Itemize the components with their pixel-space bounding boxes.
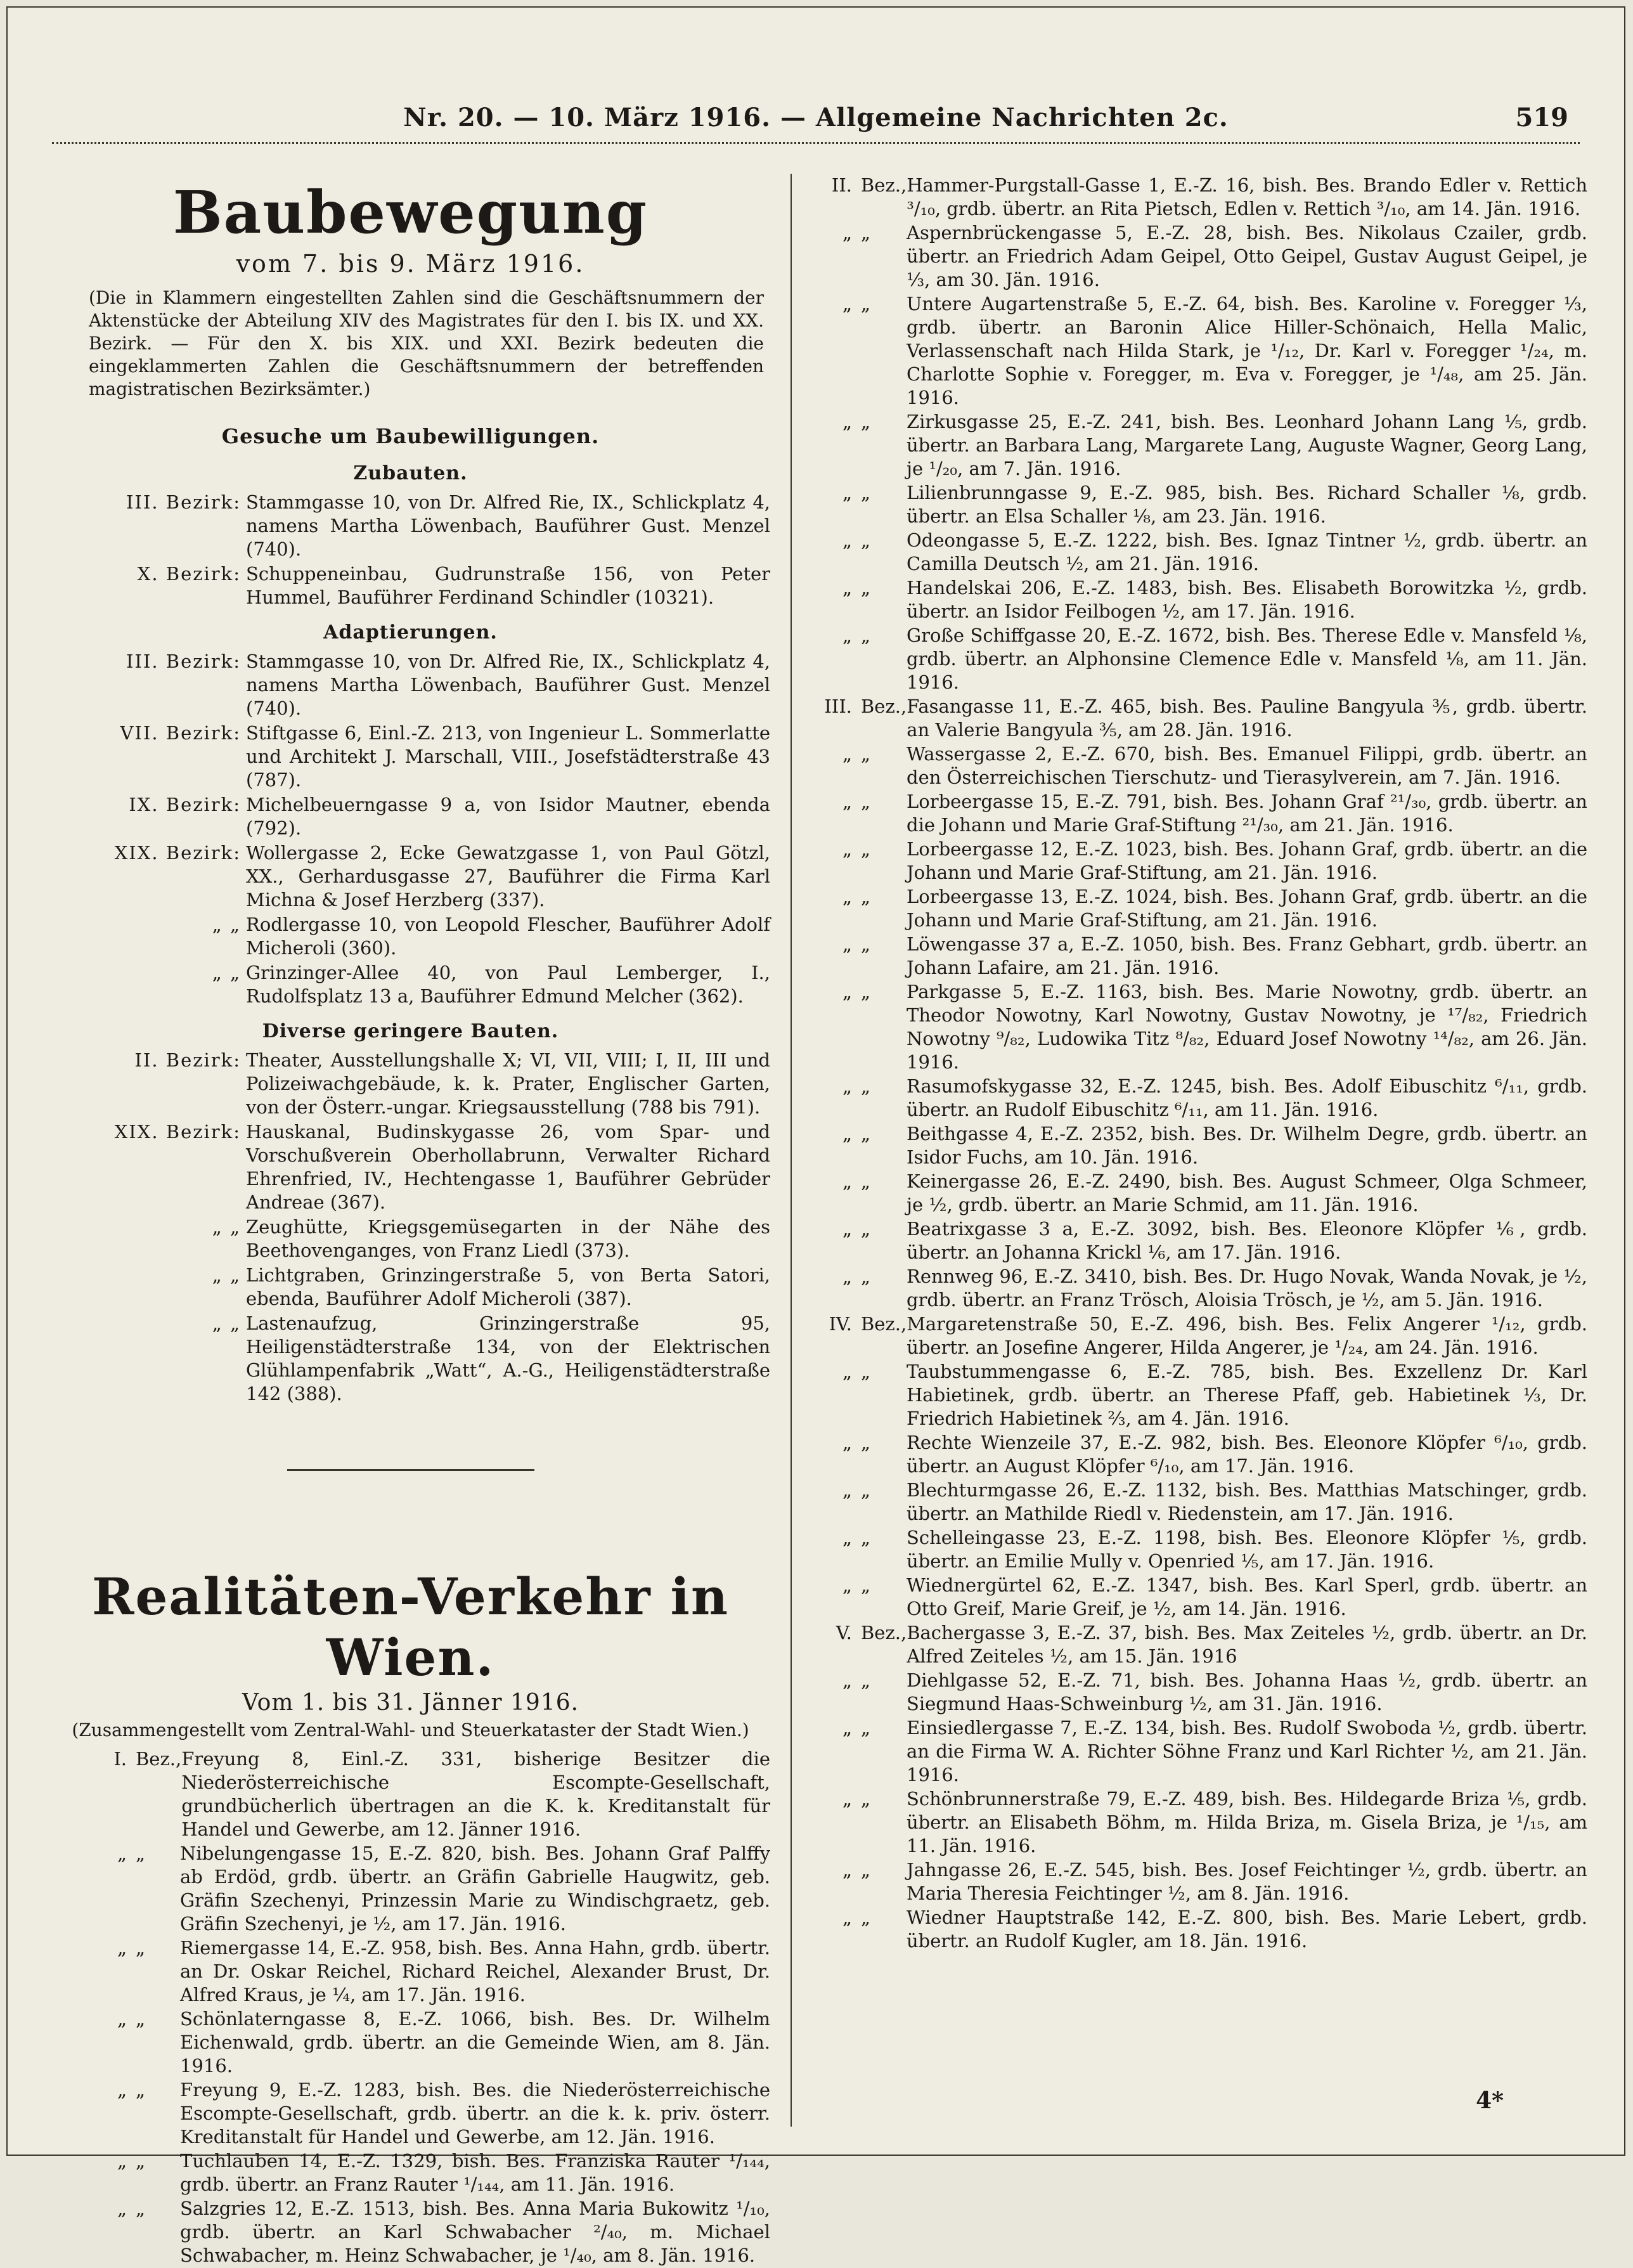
- property-entry: [808, 529, 1587, 576]
- district-label: VII. Bezirk:: [120, 722, 241, 744]
- district-abbrev: „: [136, 2150, 146, 2172]
- entry-text: Wiedner Hauptstraße 142, E.-Z. 800, bish. Bes. Marie Lebert, grdb. übertr. an Rudolf Kugler, am 18. Jän. 1916.: [907, 1907, 1587, 1952]
- property-entry: [808, 838, 1587, 885]
- property-entry: [808, 1858, 1587, 1905]
- property-entry: [808, 1479, 1587, 1526]
- district-label: III. Bezirk:: [126, 491, 241, 513]
- entry-text: Blechturmgasse 26, E.-Z. 1132, bish. Bes. Matthias Matschinger, grdb. übertr. an Mathilde Riedl v. Riedenstein, am 17. Jän. 1916.: [907, 1479, 1587, 1524]
- bau-entry: [51, 650, 770, 720]
- bau-entry: [51, 913, 770, 960]
- realitaeten-left-list: [51, 1747, 770, 2267]
- district-number: „: [842, 1218, 852, 1240]
- entry-text: Parkgasse 5, E.-Z. 1163, bish. Bes. Marie Nowotny, grdb. übertr. an Theodor Nowotny, Karl Nowotny, Gustav Nowotny, je ¹⁷/₈₂, Friedrich Nowotny ⁹/₈₂, Ludowika Titz ⁸/₈₂, Eduard Josef Nowotny ¹⁴/₈₂, am 26. Jän. 1916.: [907, 981, 1587, 1073]
- entry-text: Lastenaufzug, Grinzingerstraße 95, Heiligenstädterstraße 134, von der Elektrischen Glühlampenfabrik „Watt“, A.-G., Heiligenstädterstraße 142 (388).: [246, 1312, 770, 1404]
- district-number: „: [117, 1843, 127, 1864]
- header-rule: [52, 142, 1580, 144]
- bau-entry: [51, 1049, 770, 1119]
- district-abbrev: „: [861, 1361, 871, 1382]
- district-number: „: [842, 1907, 852, 1928]
- district-number: „: [842, 1788, 852, 1810]
- entry-text: Handelskai 206, E.-Z. 1483, bish. Bes. Elisabeth Borowitzka ½, grdb. übertr. an Isidor Feilbogen ½, am 17. Jän. 1916.: [907, 577, 1587, 622]
- district-abbrev: „: [861, 791, 871, 812]
- district-abbrev: „: [861, 1574, 871, 1596]
- district-number: „: [842, 1717, 852, 1739]
- entry-text: Einsiedlergasse 7, E.-Z. 134, bish. Bes. Rudolf Swoboda ½, grdb. übertr. an die Firma W. A. Richter Söhne Franz und Karl Richter ½, am 21. Jän. 1916.: [907, 1717, 1587, 1785]
- entry-text: Stiftgasse 6, Einl.-Z. 213, von Ingenieur L. Sommerlatte und Architekt J. Marschall, VIII., Josefstädterstraße 43 (787).: [246, 722, 770, 791]
- bau-entry: [51, 562, 770, 609]
- page-number: 519: [1515, 103, 1568, 133]
- section-divider: [287, 1469, 534, 1471]
- district-number: „: [842, 1479, 852, 1501]
- district-abbrev: „: [861, 1717, 871, 1739]
- entry-text: Lilienbrunngasse 9, E.-Z. 985, bish. Bes. Richard Schaller ⅛, grdb. übertr. an Elsa Schaller ⅛, am 23. Jän. 1916.: [907, 482, 1587, 527]
- entry-text: Aspernbrückengasse 5, E.-Z. 28, bish. Bes. Nikolaus Czailer, grdb. übertr. an Friedrich Adam Geipel, Otto Geipel, Gustav August Geipel, je ⅓, am 30. Jän. 1916.: [907, 222, 1587, 290]
- entry-text: Schönbrunnerstraße 79, E.-Z. 489, bish. Bes. Hildegarde Briza ⅕, grdb. übertr. an Elisabeth Böhm, m. Hilda Briza, m. Gisela Briza, je ¹/₁₅, am 11. Jän. 1916.: [907, 1788, 1587, 1857]
- district-abbrev: „: [136, 2008, 146, 2030]
- district-number: „: [117, 2079, 127, 2101]
- district-abbrev: „: [136, 1937, 146, 1959]
- district-abbrev: „: [861, 411, 871, 432]
- entry-text: Freyung 9, E.-Z. 1283, bish. Bes. die Niederösterreichische Escompte-Gesellschaft, grdb. übertr. an die k. k. priv. österr. Kreditanstalt für Handel und Gewerbe, am 12. Jän. 1916.: [180, 2079, 770, 2148]
- district-abbrev: „: [861, 625, 871, 646]
- entry-text: Hauskanal, Budinskygasse 26, vom Spar- und Vorschußverein Oberhollabrunn, Verwalter Richard Ehrenfried, IV., Hechtengasse 1, Bauführer Gebrüder Andreae (367).: [246, 1121, 770, 1213]
- property-entry: [51, 2197, 770, 2267]
- district-number: „: [842, 886, 852, 907]
- realitaeten-note: (Zusammengestellt vom Zentral-Wahl- und Steuerkataster der Stadt Wien.): [72, 1720, 749, 1740]
- property-entry: [808, 885, 1587, 932]
- property-entry: [808, 221, 1587, 292]
- diverse-heading: Diverse geringere Bauten.: [262, 1020, 559, 1042]
- district-number: „: [842, 1075, 852, 1097]
- district-number: „: [842, 625, 852, 646]
- district-number: „: [842, 791, 852, 812]
- entry-text: Lorbeergasse 12, E.-Z. 1023, bish. Bes. Johann Graf, grdb. übertr. an die Johann und Marie Graf-Stiftung, am 21. Jän. 1916.: [907, 838, 1587, 883]
- property-entry: [808, 695, 1587, 742]
- district-abbrev: „: [861, 1669, 871, 1691]
- district-abbrev: „: [861, 1170, 871, 1192]
- property-entry: [51, 1747, 770, 1841]
- entry-text: Theater, Ausstellungshalle X; VI, VII, VIII; I, II, III und Polizeiwachgebäude, k. k. Prater, Englischer Garten, von der Österr.-ungar. Kriegsausstellung (788 bis 791).: [246, 1049, 770, 1118]
- district-abbrev: „: [861, 933, 871, 955]
- entry-text: Bachergasse 3, E.-Z. 37, bish. Bes. Max Zeiteles ½, grdb. übertr. an Dr. Alfred Zeiteles ½, am 15. Jän. 1916: [907, 1622, 1587, 1667]
- right-column: [808, 174, 1587, 1954]
- entry-text: Zirkusgasse 25, E.-Z. 241, bish. Bes. Leonhard Johann Lang ⅕, grdb. übertr. an Barbara Lang, Margarete Lang, Auguste Wagner, Georg Lang, je ¹/₂₀, am 7. Jän. 1916.: [907, 411, 1587, 479]
- property-entry: [808, 1312, 1587, 1359]
- district-number: III.: [824, 696, 852, 717]
- entry-text: Margaretenstraße 50, E.-Z. 496, bish. Bes. Felix Angerer ¹/₁₂, grdb. übertr. an Josefine Angerer, Hilda Angerer, je ¹/₂₄, am 24. Jän. 1916.: [907, 1313, 1587, 1358]
- property-entry: [808, 1170, 1587, 1217]
- district-abbrev: „: [861, 222, 871, 243]
- district-number: „: [117, 2008, 127, 2030]
- property-entry: [808, 1906, 1587, 1953]
- bau-entry: [51, 1312, 770, 1406]
- entry-text: Fasangasse 11, E.-Z. 465, bish. Bes. Pauline Bangyula ⅗, grdb. übertr. an Valerie Bangyula ⅗, am 28. Jän. 1916.: [907, 696, 1587, 741]
- bau-entry: [51, 491, 770, 561]
- district-number: „: [842, 743, 852, 765]
- district-abbrev: „: [861, 1527, 871, 1548]
- property-entry: [51, 2078, 770, 2149]
- baubewegung-note: (Die in Klammern eingestellten Zahlen sind die Geschäftsnummern der Aktenstücke der Abteilung XIV des Magistrates für den I. bis IX. und XX. Bezirk. — Für den X. bis XIX. und XXI. Bezirk bedeuten die eingeklammerten Zahlen die Geschäftsnummern der betreffenden magistratischen Bezirksämter.): [89, 287, 764, 399]
- property-entry: [808, 624, 1587, 694]
- district-number: „: [842, 1361, 852, 1382]
- property-entry: [808, 1787, 1587, 1858]
- entry-text: Schuppeneinbau, Gudrunstraße 156, von Peter Hummel, Bauführer Ferdinand Schindler (10321).: [246, 563, 770, 608]
- property-entry: [808, 1669, 1587, 1716]
- district-number: „: [117, 2150, 127, 2172]
- district-label: „ „: [212, 1312, 241, 1334]
- district-label: XIX. Bezirk:: [114, 1121, 241, 1143]
- property-entry: [808, 1075, 1587, 1122]
- realitaeten-title: Realitäten-Verkehr in Wien.: [91, 1567, 729, 1687]
- entry-text: Zeughütte, Kriegsgemüsegarten in der Nähe des Beethovenganges, von Franz Liedl (373).: [246, 1216, 770, 1261]
- district-label: II. Bezirk:: [134, 1049, 241, 1071]
- district-abbrev: „: [861, 1218, 871, 1240]
- district-number: „: [842, 838, 852, 860]
- entry-text: Stammgasse 10, von Dr. Alfred Rie, IX., Schlickplatz 4, namens Martha Löwenbach, Bauführer Gust. Menzel (740).: [246, 651, 770, 719]
- baubewegung-title: Baubewegung: [172, 178, 649, 247]
- district-label: IX. Bezirk:: [129, 794, 241, 815]
- district-abbrev: „: [861, 1479, 871, 1501]
- entry-text: Tuchlauben 14, E.-Z. 1329, bish. Bes. Franziska Rauter ¹/₁₄₄, grdb. übertr. an Franz Rauter ¹/₁₄₄, am 11. Jän. 1916.: [180, 2150, 770, 2195]
- property-entry: [51, 1936, 770, 2007]
- district-number: „: [842, 1266, 852, 1287]
- bau-entry: [51, 793, 770, 840]
- district-number: „: [842, 1574, 852, 1596]
- district-number: „: [842, 1170, 852, 1192]
- entry-text: Jahngasse 26, E.-Z. 545, bish. Bes. Josef Feichtinger ½, grdb. übertr. an Maria Theresia Feichtinger ½, am 8. Jän. 1916.: [907, 1859, 1587, 1904]
- entry-text: Schönlaterngasse 8, E.-Z. 1066, bish. Bes. Dr. Wilhelm Eichenwald, grdb. übertr. an die Gemeinde Wien, am 8. Jän. 1916.: [180, 2008, 770, 2077]
- district-number: „: [842, 981, 852, 1002]
- entry-text: Freyung 8, Einl.-Z. 331, bisherige Besitzer die Niederösterreichische Escompte-Gesellschaft, grundbücherlich übertragen an die K. k. Kreditanstalt für Handel und Gewerbe, am 12. Jänner 1916.: [181, 1748, 770, 1840]
- entry-text: Lorbeergasse 15, E.-Z. 791, bish. Bes. Johann Graf ²¹/₃₀, grdb. übertr. an die Johann und Marie Graf-Stiftung ²¹/₃₀, am 21. Jän. 1916.: [907, 791, 1587, 836]
- property-entry: [808, 481, 1587, 528]
- property-entry: [808, 1526, 1587, 1573]
- signature-mark: 4*: [1476, 2087, 1504, 2114]
- district-number: „: [842, 577, 852, 599]
- district-abbrev: Bez.,: [861, 174, 907, 196]
- district-number: II.: [831, 174, 852, 196]
- district-number: „: [842, 222, 852, 243]
- district-abbrev: „: [861, 886, 871, 907]
- entry-text: Rechte Wienzeile 37, E.-Z. 982, bish. Bes. Eleonore Klöpfer ⁶/₁₀, grdb. übertr. an August Klöpfer ⁶/₁₀, am 17. Jän. 1916.: [907, 1432, 1587, 1477]
- district-abbrev: „: [861, 1907, 871, 1928]
- entry-text: Lorbeergasse 13, E.-Z. 1024, bish. Bes. Johann Graf, grdb. übertr. an die Johann und Marie Graf-Stiftung, am 21. Jän. 1916.: [907, 886, 1587, 931]
- district-number: „: [842, 411, 852, 432]
- entry-text: Keinergasse 26, E.-Z. 2490, bish. Bes. August Schmeer, Olga Schmeer, je ½, grdb. übertr. an Marie Schmid, am 11. Jän. 1916.: [907, 1170, 1587, 1215]
- district-abbrev: „: [861, 577, 871, 599]
- district-number: „: [842, 1123, 852, 1144]
- district-label: X. Bezirk:: [137, 563, 241, 585]
- property-entry: [808, 1716, 1587, 1787]
- adaptierungen-heading: Adaptierungen.: [323, 621, 498, 644]
- bau-entry: [51, 1120, 770, 1214]
- district-abbrev: „: [861, 1075, 871, 1097]
- district-label: „ „: [212, 962, 241, 983]
- district-abbrev: „: [861, 743, 871, 765]
- entry-text: Beithgasse 4, E.-Z. 2352, bish. Bes. Dr. Wilhelm Degre, grdb. übertr. an Isidor Fuchs, am 10. Jän. 1916.: [907, 1123, 1587, 1168]
- diverse-list: [51, 1049, 770, 1406]
- district-abbrev: „: [861, 1788, 871, 1810]
- entry-text: Salzgries 12, E.-Z. 1513, bish. Bes. Anna Maria Bukowitz ¹/₁₀, grdb. übertr. an Karl Schwabacher ²/₄₀, m. Michael Schwabacher, m. Heinz Schwabacher, je ¹/₄₀, am 8. Jän. 1916.: [180, 2198, 770, 2266]
- realitaeten-subtitle: Vom 1. bis 31. Jänner 1916.: [242, 1690, 579, 1716]
- property-entry: [808, 1217, 1587, 1264]
- property-entry: [808, 1122, 1587, 1169]
- district-number: „: [842, 1669, 852, 1691]
- district-abbrev: „: [136, 2198, 146, 2219]
- entry-text: Riemergasse 14, E.-Z. 958, bish. Bes. Anna Hahn, grdb. übertr. an Dr. Oskar Reichel, Richard Reichel, Alexander Brust, Dr. Alfred Kraus, je ¼, am 17. Jän. 1916.: [180, 1937, 770, 2006]
- property-entry: [808, 410, 1587, 481]
- entry-text: Stammgasse 10, von Dr. Alfred Rie, IX., Schlickplatz 4, namens Martha Löwenbach, Bauführer Gust. Menzel (740).: [246, 491, 770, 560]
- property-entry: [808, 1574, 1587, 1621]
- district-label: „ „: [212, 1264, 241, 1286]
- baubewegung-subtitle: vom 7. bis 9. März 1916.: [236, 250, 585, 278]
- entry-text: Beatrixgasse 3 a, E.-Z. 3092, bish. Bes. Eleonore Klöpfer ⅙, grdb. übertr. an Johanna Krickl ⅙, am 17. Jän. 1916.: [907, 1218, 1587, 1263]
- bau-entry: [51, 961, 770, 1008]
- district-label: XIX. Bezirk:: [114, 842, 241, 864]
- running-head: Nr. 20. — 10. März 1916. — Allgemeine Nachrichten 2c.: [403, 103, 1229, 133]
- realitaeten-right-list: [808, 174, 1587, 1953]
- district-abbrev: Bez.,: [861, 1622, 907, 1643]
- zubauten-list: [51, 491, 770, 609]
- entry-text: Taubstummengasse 6, E.-Z. 785, bish. Bes. Exzellenz Dr. Karl Habietinek, grdb. übertr. an Therese Pfaff, geb. Habietinek ⅓, Dr. Friedrich Habietinek ⅔, am 4. Jän. 1916.: [907, 1361, 1587, 1429]
- district-abbrev: „: [861, 482, 871, 503]
- property-entry: [808, 1621, 1587, 1668]
- adaptierungen-list: [51, 650, 770, 1008]
- property-entry: [51, 2149, 770, 2196]
- entry-text: Große Schiffgasse 20, E.-Z. 1672, bish. Bes. Therese Edle v. Mansfeld ⅛, grdb. übertr. an Alphonsine Clemence Edle v. Mansfeld ⅛, am 11. Jän. 1916.: [907, 625, 1587, 693]
- entry-text: Wiednergürtel 62, E.-Z. 1347, bish. Bes. Karl Sperl, grdb. übertr. an Otto Greif, Marie Greif, je ½, am 14. Jän. 1916.: [907, 1574, 1587, 1619]
- property-entry: [808, 1360, 1587, 1430]
- entry-text: Löwengasse 37 a, E.-Z. 1050, bish. Bes. Franz Gebhart, grdb. übertr. an Johann Lafaire, am 21. Jän. 1916.: [907, 933, 1587, 978]
- entry-text: Untere Augartenstraße 5, E.-Z. 64, bish. Bes. Karoline v. Foregger ⅓, grdb. übertr. an Baronin Alice Hiller-Schönaich, Hella Malic, Verlassenschaft nach Hilda Stark, je ¹/₁₂, Dr. Karl v. Foregger ¹/₂₄, m. Charlotte Sophie v. Foregger, m. Eva v. Foregger, je ¹/₄₈, am 25. Jän. 1916.: [907, 293, 1587, 408]
- district-label: „ „: [212, 914, 241, 935]
- district-abbrev: „: [861, 1859, 871, 1881]
- entry-text: Schelleingasse 23, E.-Z. 1198, bish. Bes. Eleonore Klöpfer ⅕, grdb. übertr. an Emilie Mully v. Openried ⅕, am 17. Jän. 1916.: [907, 1527, 1587, 1572]
- entry-text: Nibelungengasse 15, E.-Z. 820, bish. Bes. Johann Graf Palffy ab Erdöd, grdb. übertr. an Gräfin Gabrielle Haugwitz, geb. Gräfin Szechenyi, Prinzessin Marie zu Windischgraetz, geb. Gräfin Szechenyi, je ½, am 17. Jän. 1916.: [180, 1843, 770, 1934]
- property-entry: [808, 980, 1587, 1074]
- district-abbrev: Bez.,: [861, 696, 907, 717]
- district-abbrev: Bez.,: [136, 1748, 182, 1770]
- property-entry: [51, 2007, 770, 2078]
- bau-entry: [51, 1215, 770, 1262]
- left-column: [51, 174, 770, 2268]
- bau-entry: [51, 841, 770, 912]
- zubauten-heading: Zubauten.: [353, 462, 468, 484]
- district-abbrev: „: [136, 1843, 146, 1864]
- bau-entry: [51, 722, 770, 792]
- column-rule: [791, 174, 792, 2127]
- district-number: „: [117, 1937, 127, 1959]
- property-entry: [808, 742, 1587, 789]
- entry-text: Michelbeuerngasse 9 a, von Isidor Mautner, ebenda (792).: [246, 794, 770, 839]
- district-number: „: [842, 482, 852, 503]
- district-number: I.: [113, 1748, 127, 1770]
- property-entry: [808, 933, 1587, 980]
- property-entry: [808, 174, 1587, 221]
- district-number: „: [117, 2198, 127, 2219]
- district-number: „: [842, 933, 852, 955]
- district-abbrev: „: [861, 1432, 871, 1453]
- district-number: „: [842, 1527, 852, 1548]
- property-entry: [808, 790, 1587, 837]
- district-abbrev: Bez.,: [861, 1313, 907, 1335]
- entry-text: Wollergasse 2, Ecke Gewatzgasse 1, von Paul Götzl, XX., Gerhardusgasse 27, Bauführer die Firma Karl Michna & Josef Herzberg (337).: [246, 842, 770, 910]
- district-number: V.: [836, 1622, 852, 1643]
- entry-text: Hammer-Purgstall-Gasse 1, E.-Z. 16, bish. Bes. Brando Edler v. Rettich ³/₁₀, grdb. übertr. an Rita Pietsch, Edlen v. Rettich ³/₁₀, am 14. Jän. 1916.: [907, 174, 1587, 219]
- district-abbrev: „: [861, 1123, 871, 1144]
- entry-text: Odeongasse 5, E.-Z. 1222, bish. Bes. Ignaz Tintner ½, grdb. übertr. an Camilla Deutsch ½, am 21. Jän. 1916.: [907, 529, 1587, 574]
- district-number: „: [842, 1432, 852, 1453]
- district-number: „: [842, 529, 852, 551]
- property-entry: [51, 1842, 770, 1936]
- property-entry: [808, 1265, 1587, 1312]
- gesuche-heading: Gesuche um Baubewilligungen.: [221, 424, 600, 448]
- entry-text: Grinzinger-Allee 40, von Paul Lemberger, I., Rudolfsplatz 13 a, Bauführer Edmund Melcher (362).: [246, 962, 770, 1007]
- property-entry: [808, 576, 1587, 623]
- district-number: „: [842, 293, 852, 314]
- district-label: III. Bezirk:: [126, 651, 241, 672]
- entry-text: Rennweg 96, E.-Z. 3410, bish. Bes. Dr. Hugo Novak, Wanda Novak, je ½, grdb. übertr. an Franz Trösch, Aloisia Trösch, je ½, am 5. Jän. 1916.: [907, 1266, 1587, 1311]
- district-abbrev: „: [861, 981, 871, 1002]
- district-abbrev: „: [861, 838, 871, 860]
- district-abbrev: „: [861, 1266, 871, 1287]
- district-number: IV.: [829, 1313, 852, 1335]
- district-abbrev: „: [136, 2079, 146, 2101]
- district-abbrev: „: [861, 293, 871, 314]
- district-number: „: [842, 1859, 852, 1881]
- entry-text: Lichtgraben, Grinzingerstraße 5, von Berta Satori, ebenda, Bauführer Adolf Micheroli (387).: [246, 1264, 770, 1309]
- property-entry: [808, 1431, 1587, 1478]
- district-label: „ „: [212, 1216, 241, 1238]
- entry-text: Diehlgasse 52, E.-Z. 71, bish. Bes. Johanna Haas ½, grdb. übertr. an Siegmund Haas-Schweinburg ½, am 31. Jän. 1916.: [907, 1669, 1587, 1714]
- entry-text: Rodlergasse 10, von Leopold Flescher, Bauführer Adolf Micheroli (360).: [246, 914, 770, 959]
- newspaper-page: [6, 6, 1625, 2266]
- entry-text: Wassergasse 2, E.-Z. 670, bish. Bes. Emanuel Filippi, grdb. übertr. an den Österreichischen Tierschutz- und Tierasylverein, am 7. Jän. 1916.: [907, 743, 1587, 788]
- property-entry: [808, 292, 1587, 410]
- district-abbrev: „: [861, 529, 871, 551]
- bau-entry: [51, 1264, 770, 1311]
- entry-text: Rasumofskygasse 32, E.-Z. 1245, bish. Bes. Adolf Eibuschitz ⁶/₁₁, grdb. übertr. an Rudolf Eibuschitz ⁶/₁₁, am 11. Jän. 1916.: [907, 1075, 1587, 1120]
